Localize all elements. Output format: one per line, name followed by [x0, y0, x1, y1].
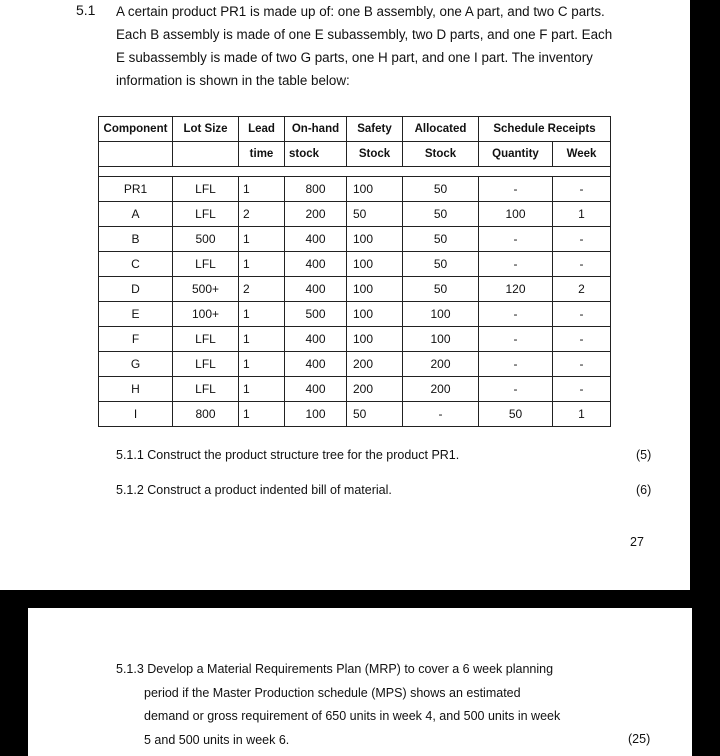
cell-component: I: [99, 402, 173, 427]
cell-on-hand: 400: [285, 277, 347, 302]
cell-lead-time: 1: [239, 377, 285, 402]
cell-lot-size: LFL: [173, 202, 239, 227]
table-row: [99, 302, 611, 327]
cell-allocated: 100: [403, 327, 479, 352]
cell-lot-size: LFL: [173, 177, 239, 202]
cell-safety: 100: [347, 227, 403, 252]
table-row: [99, 327, 611, 352]
cell-on-hand: 100: [285, 402, 347, 427]
header-allocated-1: Allocated: [403, 117, 479, 142]
subquestion-line: period if the Master Production schedule (MPS) shows an estimated: [144, 685, 521, 700]
cell-allocated: 50: [403, 227, 479, 252]
question-number: 5.1: [76, 2, 96, 18]
cell-allocated: 50: [403, 202, 479, 227]
intro-line: E subassembly is made of two G parts, one H part, and one I part. The inventory: [116, 50, 593, 65]
cell-lead-time: 1: [239, 177, 285, 202]
subquestion-line: demand or gross requirement of 650 units in week 4, and 500 units in week: [144, 709, 561, 723]
cell-week: -: [553, 352, 611, 377]
inventory-table: [98, 116, 611, 427]
header-allocated-2: Stock: [403, 142, 479, 167]
table-row: [99, 227, 611, 252]
cell-lot-size: 500: [173, 227, 239, 252]
header-lead-time-2: time: [239, 142, 285, 167]
cell-quantity: -: [479, 327, 553, 352]
cell-lot-size: 800: [173, 402, 239, 427]
cell-safety: 100: [347, 252, 403, 277]
cell-quantity: 100: [479, 202, 553, 227]
header-lot-size-blank: [173, 142, 239, 167]
cell-component: D: [99, 277, 173, 302]
cell-safety: 200: [347, 377, 403, 402]
header-week: Week: [553, 142, 611, 167]
intro-line: A certain product PR1 is made up of: one B assembly, one A part, and two C parts.: [116, 4, 605, 19]
cell-lead-time: 1: [239, 227, 285, 252]
cell-quantity: -: [479, 227, 553, 252]
cell-lot-size: LFL: [173, 352, 239, 377]
cell-week: 1: [553, 402, 611, 427]
subquestion-line: 5 and 500 units in week 6.: [144, 732, 290, 747]
cell-quantity: 50: [479, 402, 553, 427]
cell-quantity: -: [479, 252, 553, 277]
cell-lead-time: 1: [239, 302, 285, 327]
cell-safety: 100: [347, 277, 403, 302]
cell-on-hand: 400: [285, 252, 347, 277]
cell-component: F: [99, 327, 173, 352]
header-on-hand-1: On-hand: [285, 117, 347, 142]
cell-on-hand: 400: [285, 352, 347, 377]
table-row: [99, 177, 611, 202]
cell-lot-size: LFL: [173, 377, 239, 402]
cell-week: -: [553, 377, 611, 402]
document-page-2: [28, 608, 692, 756]
cell-lot-size: LFL: [173, 327, 239, 352]
table-row: [99, 402, 611, 427]
marks-5-1-3: (25): [628, 732, 651, 746]
cell-safety: 100: [347, 177, 403, 202]
intro-line: Each B assembly is made of one E subassembly, two D parts, and one F part. Each: [116, 27, 613, 42]
header-component: Component: [99, 117, 173, 142]
cell-on-hand: 400: [285, 227, 347, 252]
cell-safety: 50: [347, 202, 403, 227]
table-row: [99, 252, 611, 277]
cell-component: G: [99, 352, 173, 377]
cell-lead-time: 1: [239, 352, 285, 377]
cell-allocated: 200: [403, 377, 479, 402]
cell-allocated: 50: [403, 177, 479, 202]
cell-lead-time: 2: [239, 277, 285, 302]
cell-quantity: -: [479, 377, 553, 402]
cell-lead-time: 2: [239, 202, 285, 227]
cell-component: E: [99, 302, 173, 327]
cell-component: A: [99, 202, 173, 227]
cell-lot-size: 500+: [173, 277, 239, 302]
intro-line: information is shown in the table below:: [116, 73, 350, 88]
header-quantity: Quantity: [479, 142, 553, 167]
cell-on-hand: 200: [285, 202, 347, 227]
cell-week: -: [553, 252, 611, 277]
table-row: [99, 277, 611, 302]
cell-week: -: [553, 227, 611, 252]
cell-on-hand: 400: [285, 377, 347, 402]
cell-quantity: -: [479, 302, 553, 327]
cell-safety: 200: [347, 352, 403, 377]
cell-allocated: 100: [403, 302, 479, 327]
marks-5-1-2: (6): [636, 483, 652, 497]
cell-component: H: [99, 377, 173, 402]
subquestion-5-1-2: 5.1.2 Construct a product indented bill of material.: [116, 483, 392, 497]
cell-lot-size: 100+: [173, 302, 239, 327]
cell-component: PR1: [99, 177, 173, 202]
header-schedule-receipts: Schedule Receipts: [479, 117, 611, 142]
cell-lead-time: 1: [239, 252, 285, 277]
cell-week: -: [553, 302, 611, 327]
table-row: [99, 202, 611, 227]
header-safety-2: Stock: [347, 142, 403, 167]
cell-on-hand: 800: [285, 177, 347, 202]
cell-lot-size: LFL: [173, 252, 239, 277]
cell-quantity: -: [479, 352, 553, 377]
cell-safety: 100: [347, 302, 403, 327]
subquestion-line: 5.1.3 Develop a Material Requirements Plan (MRP) to cover a 6 week planning: [116, 662, 554, 676]
cell-week: 1: [553, 202, 611, 227]
cell-safety: 100: [347, 327, 403, 352]
cell-lead-time: 1: [239, 327, 285, 352]
table-row: [99, 352, 611, 377]
cell-allocated: 200: [403, 352, 479, 377]
cell-week: -: [553, 327, 611, 352]
cell-component: B: [99, 227, 173, 252]
cell-component: C: [99, 252, 173, 277]
cell-quantity: 120: [479, 277, 553, 302]
cell-lead-time: 1: [239, 402, 285, 427]
cell-safety: 50: [347, 402, 403, 427]
cell-quantity: -: [479, 177, 553, 202]
cell-allocated: -: [403, 402, 479, 427]
table-spacer: [99, 167, 611, 177]
cell-on-hand: 400: [285, 327, 347, 352]
marks-5-1-1: (5): [636, 448, 652, 462]
page-number: 27: [630, 535, 644, 549]
cell-allocated: 50: [403, 277, 479, 302]
subquestion-5-1-1: 5.1.1 Construct the product structure tree for the product PR1.: [116, 448, 460, 462]
header-safety-1: Safety: [347, 117, 403, 142]
cell-on-hand: 500: [285, 302, 347, 327]
question-intro: [116, 0, 626, 92]
header-component-blank: [99, 142, 173, 167]
cell-week: 2: [553, 277, 611, 302]
cell-allocated: 50: [403, 252, 479, 277]
header-lead-time-1: Lead: [239, 117, 285, 142]
subquestion-5-1-3: [116, 658, 568, 752]
header-lot-size: Lot Size: [173, 117, 239, 142]
cell-week: -: [553, 177, 611, 202]
header-on-hand-2: stock: [285, 142, 347, 167]
table-row: [99, 377, 611, 402]
